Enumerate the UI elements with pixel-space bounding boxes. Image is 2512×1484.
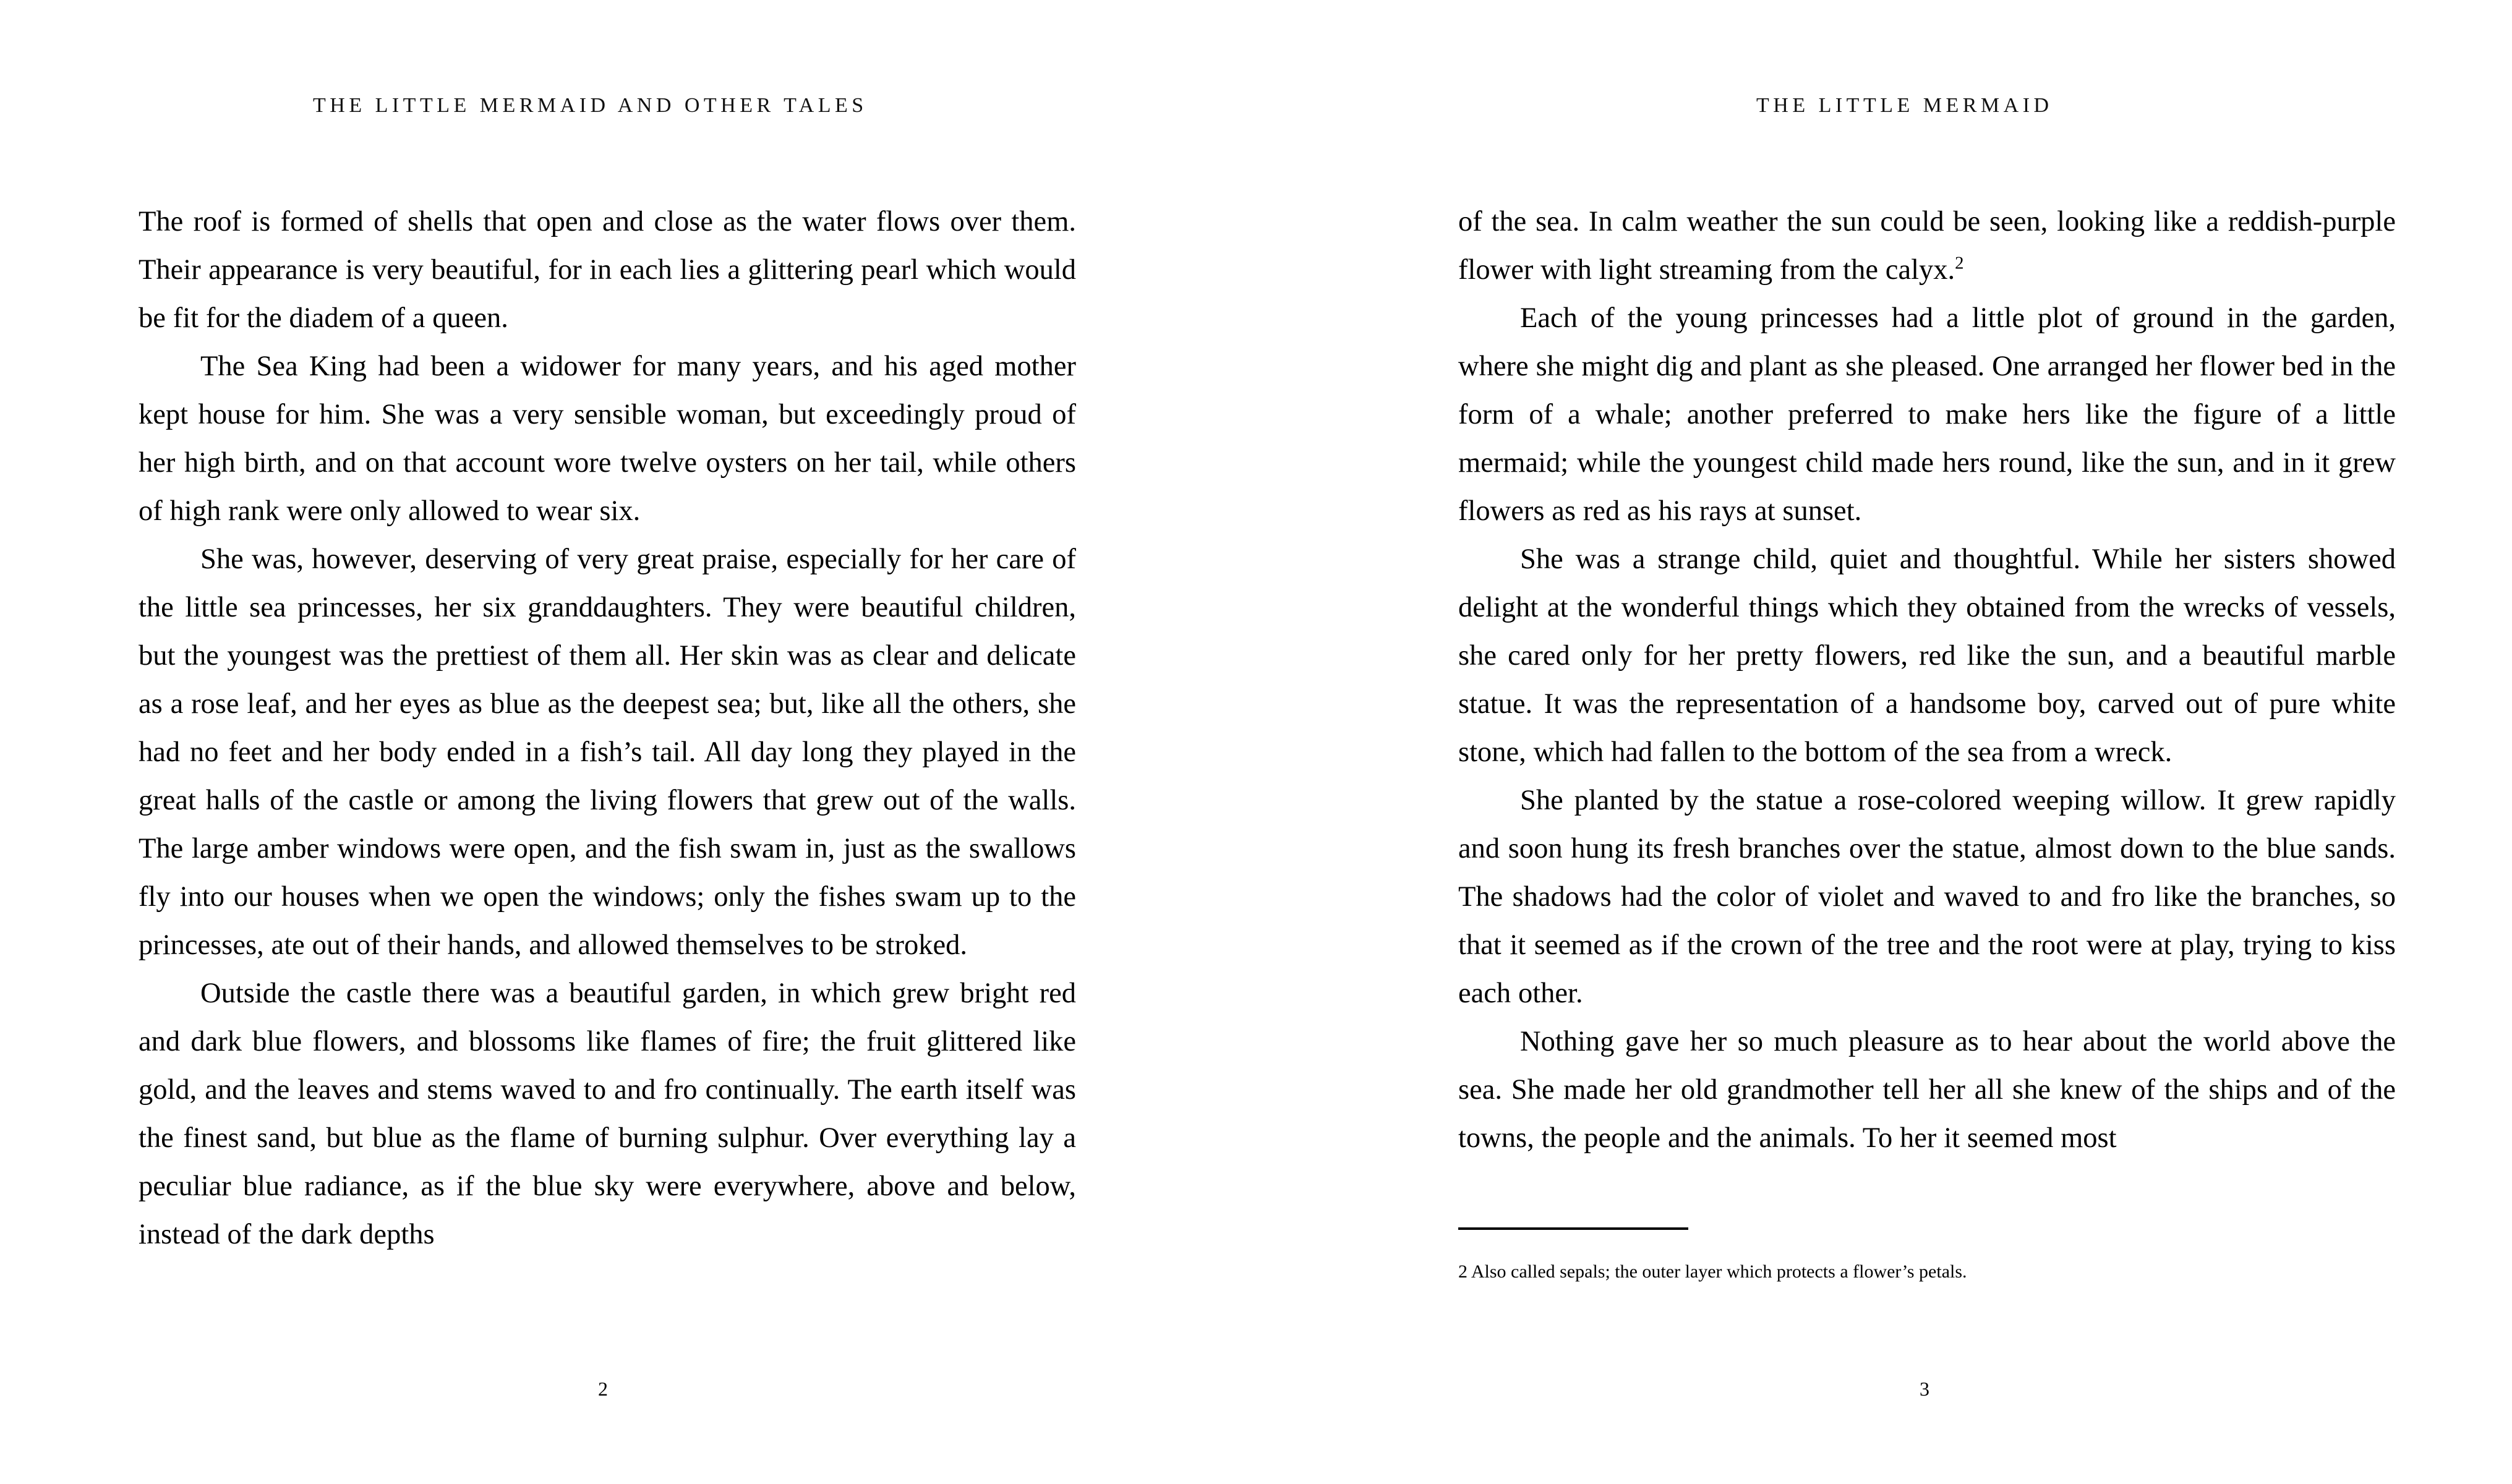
page-number-left: 2: [598, 1378, 608, 1400]
running-head-verso: THE LITTLE MERMAID AND OTHER TALES: [313, 94, 868, 117]
page-number-right: 3: [1920, 1378, 1929, 1400]
paragraph: She was a strange child, quiet and thoughtful. While her sisters showed delight at the wonderful things which they obtained from the wrecks of vessels, she cared only for her pretty flowers, red like the sun, and a beautiful marble statue. It was the representation of a handsome boy, carved out of pure white stone, which had fallen to the bottom of the sea from a wreck.: [1458, 544, 2396, 768]
footnote-area: [1458, 1227, 2396, 1286]
text-column-left: [139, 198, 1076, 1259]
paragraph: She was, however, deserving of very great praise, especially for her care of the little sea princesses, her six granddaughters. They were beautiful children, but the youngest was the prettiest of them all. Her skin was as clear and delicate as a rose leaf, and her eyes as blue as the deepest sea; but, like all the others, she had no feet and her body ended in a fish’s tail. All day long they played in the great halls of the castle or among the living flowers that grew out of the walls. The large amber windows were open, and the fish swam in, just as the swallows fly into our houses when we open the windows; only the fishes swam up to the princesses, ate out of their hands, and allowed themselves to be stroked.: [139, 544, 1076, 961]
paragraph-continuation: [1458, 198, 2396, 294]
paragraph: Each of the young princesses had a little plot of ground in the garden, where she might dig and plant as she pleased. One arranged her flower bed in the form of a whale; another preferred to make hers like the figure of a little mermaid; while the youngest child made hers round, like the sun, and in it grew flowers as red as his rays at sunset.: [1458, 302, 2396, 527]
text-column-right: [1458, 198, 2396, 1162]
paragraph: Nothing gave her so much pleasure as to hear about the world above the sea. She made her old grandmother tell her all she knew of the ships and of the towns, the people and the animals. To her it seemed most: [1458, 1026, 2396, 1154]
footnote-reference-marker[interactable]: 2: [1955, 253, 1964, 273]
paragraph: Outside the castle there was a beautiful garden, in which grew bright red and dark blue flowers, and blossoms like flames of fire; the fruit glittered like gold, and the leaves and stems waved to and fro continually. The earth itself was the finest sand, but blue as the flame of burning sulphur. Over everything lay a peculiar blue radiance, as if the blue sky were everywhere, above and below, instead of the dark depths: [139, 978, 1076, 1250]
paragraph: The roof is formed of shells that open and close as the water flows over them. Their appearance is very beautiful, for in each lies a glittering pearl which would be fit for the diadem of a queen.: [139, 206, 1076, 334]
paragraph: The Sea King had been a widower for many years, and his aged mother kept house for him. She was a very sensible woman, but exceedingly proud of her high birth, and on that account wore twelve oysters on her tail, while others of high rank were only allowed to wear six.: [139, 351, 1076, 527]
paragraph-continuation-text: of the sea. In calm weather the sun could be seen, looking like a reddish-purple flower with light streaming from the calyx.: [1458, 206, 2396, 286]
footnote-text: 2 Also called sepals; the outer layer which protects a flower’s petals.: [1458, 1261, 1967, 1282]
footnote-separator-rule: [1458, 1227, 1688, 1230]
running-head-recto: THE LITTLE MERMAID: [1756, 94, 2053, 117]
paragraph: She planted by the statue a rose-colored weeping willow. It grew rapidly and soon hung its fresh branches over the statue, almost down to the blue sands. The shadows had the color of violet and waved to and fro like the branches, so that it seemed as if the crown of the tree and the root were at play, trying to kiss each other.: [1458, 785, 2396, 1009]
